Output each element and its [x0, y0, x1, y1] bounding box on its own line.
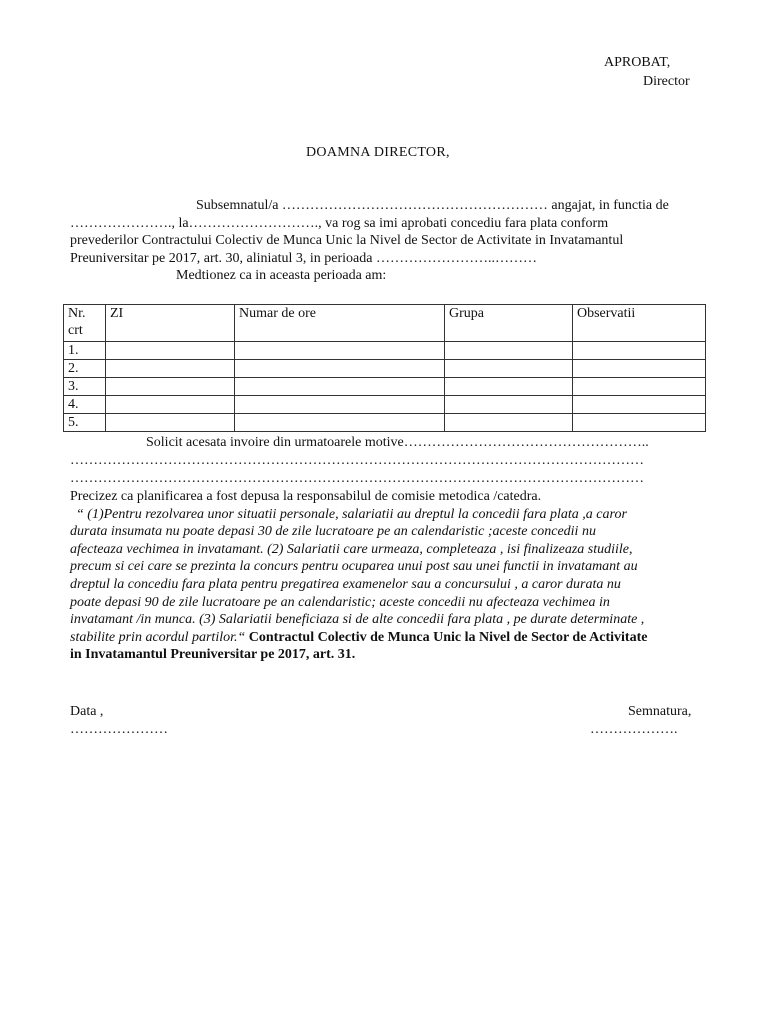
- table-cell[interactable]: [106, 342, 235, 360]
- reason-section: [70, 434, 700, 488]
- table-cell[interactable]: [445, 414, 573, 432]
- table-cell[interactable]: [445, 378, 573, 396]
- table-cell[interactable]: [573, 378, 706, 396]
- reason-dotted-line: ……………………………………………………………………………………………………………: [70, 471, 644, 486]
- planning-statement: Precizez ca planificarea a fost depusa la responsabilul de comisie metodica /catedra.: [70, 489, 542, 504]
- schedule-table: [63, 304, 706, 432]
- table-cell[interactable]: [106, 378, 235, 396]
- table-cell[interactable]: [573, 396, 706, 414]
- request-line: prevederilor Contractului Colectiv de Munca Unic la Nivel de Sector de Activitate in Invatamantul: [70, 233, 624, 249]
- request-line: Medtionez ca in aceasta perioada am:: [176, 268, 387, 284]
- column-header-numar-de-ore: Numar de ore: [235, 305, 445, 342]
- table-cell[interactable]: [573, 342, 706, 360]
- quote-text: stabilite prin acordul partilor.“: [70, 629, 249, 645]
- reason-line: Solicit acesata invoire din urmatoarele motive……………………………………………..: [146, 435, 649, 450]
- table-cell[interactable]: [235, 414, 445, 432]
- quote-line: poate depasi 90 de zile lucratoare pe an calendaristic; aceste concedii nu afecteaza vechimea in: [70, 594, 610, 610]
- table-cell[interactable]: [235, 378, 445, 396]
- table-cell[interactable]: [573, 360, 706, 378]
- quote-line: durata insumata nu poate depasi 30 de zile lucratoare pe an calendaristic ;aceste concedii nu: [70, 524, 596, 540]
- table-header-row: [64, 305, 706, 342]
- signature-label: Semnatura,: [628, 704, 692, 719]
- date-field[interactable]: …………………: [70, 722, 168, 737]
- table-row: [64, 396, 706, 414]
- table-cell[interactable]: [235, 342, 445, 360]
- approved-label: APROBAT,: [604, 55, 671, 70]
- planning-paragraph: [70, 488, 702, 664]
- quote-line: invatamant /in munca. (3) Salariatii beneficiaza si de alte concedii fara plata , pe durate determinate ,: [70, 612, 645, 628]
- table-cell[interactable]: [445, 342, 573, 360]
- column-header-grupa: Grupa: [445, 305, 573, 342]
- contract-reference: in Invatamantul Preuniversitar pe 2017, art. 31.: [70, 647, 356, 663]
- table-row: [64, 414, 706, 432]
- request-paragraph: [70, 197, 700, 285]
- table-row: [64, 378, 706, 396]
- table-cell[interactable]: [235, 360, 445, 378]
- table-row: [64, 342, 706, 360]
- quote-line: dreptul la concediu fara plata pentru pregatirea examenelor sau a concursului , a caror durata nu: [70, 576, 621, 592]
- table-cell[interactable]: [106, 414, 235, 432]
- request-line: …………………., la………………………., va rog sa imi aprobati concediu fara plata conform: [70, 215, 609, 231]
- quote-line: afecteaza vechimea in invatamant. (2) Salariatii care urmeaza, completeaza , isi finalizeaza studiile,: [70, 541, 633, 557]
- table-cell[interactable]: [445, 360, 573, 378]
- column-header-zi: ZI: [106, 305, 235, 342]
- request-line: Preuniversitar pe 2017, art. 30, aliniatul 3, in perioada ……………………..………: [70, 250, 537, 266]
- column-header-observatii: Observatii: [573, 305, 706, 342]
- table-cell[interactable]: [106, 360, 235, 378]
- table-cell[interactable]: [106, 396, 235, 414]
- quote-line: “ (1)Pentru rezolvarea unor situatii personale, salariatii au dreptul la concedii fara plata ,a caror: [76, 506, 627, 522]
- reason-dotted-line: ……………………………………………………………………………………………………………: [70, 453, 644, 468]
- quote-line: precum si cei care se prezinta la concurs pentru ocuparea unui post sau unei functii in invatamant au: [70, 559, 638, 575]
- date-label: Data ,: [70, 704, 104, 719]
- row-number: 5.: [64, 414, 106, 432]
- row-number: 3.: [64, 378, 106, 396]
- director-label: Director: [643, 74, 690, 89]
- table-row: [64, 360, 706, 378]
- column-header-nr-crt: Nr. crt: [64, 305, 106, 342]
- quote-line: [70, 629, 702, 647]
- row-number: 2.: [64, 360, 106, 378]
- table-cell[interactable]: [445, 396, 573, 414]
- table-cell[interactable]: [235, 396, 445, 414]
- contract-reference: Contractul Colectiv de Munca Unic la Nivel de Sector de Activitate: [248, 629, 648, 645]
- request-line: Subsemnatul/a ………………………………………………… angajat, in functia de: [196, 198, 669, 213]
- row-number: 1.: [64, 342, 106, 360]
- table-cell[interactable]: [573, 414, 706, 432]
- salutation: DOAMNA DIRECTOR,: [306, 145, 450, 160]
- signature-field[interactable]: ……………….: [590, 722, 678, 737]
- row-number: 4.: [64, 396, 106, 414]
